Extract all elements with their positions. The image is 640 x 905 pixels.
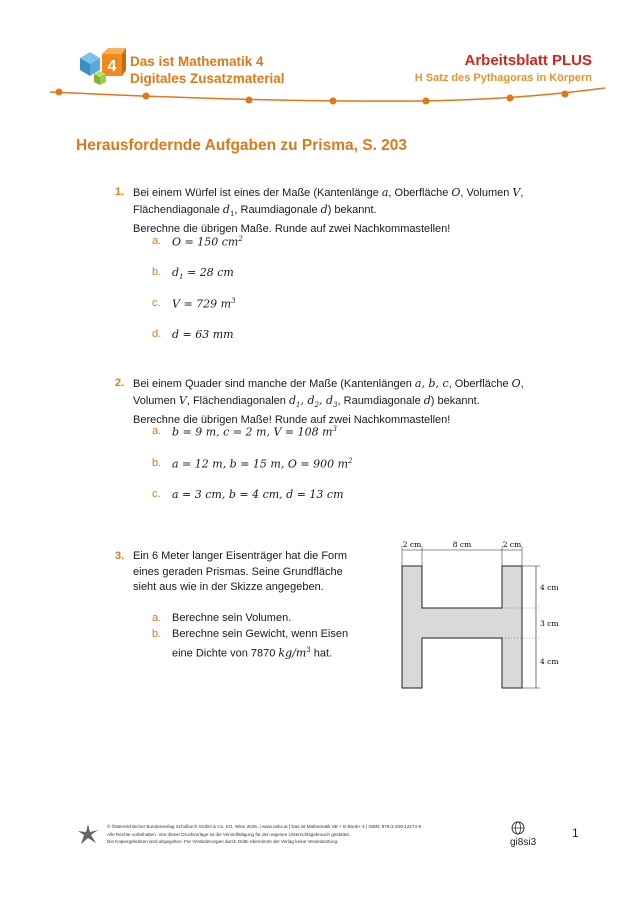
h-beam-shape	[402, 566, 522, 688]
publisher-logo-icon	[76, 822, 100, 846]
online-code[interactable]: gi8si3	[510, 837, 537, 848]
page-title: Herausfordernde Aufgaben zu Prisma, S. 203	[76, 137, 408, 154]
task3-item-b-letter: b.	[152, 628, 162, 640]
task1-item-d: d = 63 mm	[172, 328, 234, 341]
task3-item-a: Berechne sein Volumen.	[172, 612, 292, 624]
dim-top-right: 2 cm	[502, 540, 522, 549]
task3-item-b: Berechne sein Gewicht, wenn Eisen eine Dichte von 7870 $kg/m^3$ hat.	[172, 628, 349, 660]
sheet-title: Arbeitsblatt PLUS	[464, 52, 592, 69]
task3-text: Ein 6 Meter langer Eisenträger hat die Form eines geraden Prismas. Seine Grundfläche sieht aus wie in der Skizze angegeben.	[133, 550, 347, 593]
task2-text: Bei einem Quader sind manche der Maße (Kantenlängen a, b, c, Oberfläche O, Volumen V, Flächendiagonalen $d_1$, $d_2$, $d_3$, Raumdiagonale d) bekannt. Berechne die übrigen Maße! Runde auf zwei Nachkommastellen!	[133, 377, 524, 427]
task1-item-a: O = 150 $cm^2$	[172, 235, 243, 249]
task2-item-a-letter: a.	[152, 425, 162, 437]
logo-number: 4	[107, 58, 117, 75]
header-divider	[0, 80, 640, 110]
h-beam-sketch	[390, 538, 570, 690]
dim-right-bot: 4 cm	[540, 657, 559, 666]
footer-copyright: © Österreichischer Bundesverlag Schulbuch GmbH & Co. KG, Wien 2025. | www.oebv.at | Das ist Mathematik SB + E-Book+ 4 | ISBN: 978-3-209-12274-9 Alle Rechte vorbehalten. Von dieser Druckvorlage ist die Vervielfältigung für den eigenen Unterrichtsgebrauch gestattet. Die Kopiergebühren sind abgegolten. Für Veränderungen durch Dritte übernimmt der Verlag keine Verantwortung.	[107, 824, 422, 844]
book-title-line1: Das ist Mathematik 4	[130, 54, 264, 69]
book-title-line2: Digitales Zusatzmaterial	[130, 71, 285, 86]
task1-item-c: V = 729 $m^3$	[172, 297, 236, 311]
task2-item-c-letter: c.	[152, 488, 161, 500]
dim-right-top: 4 cm	[540, 583, 559, 592]
dim-top-left: 2 cm	[402, 540, 422, 549]
page-number: 1	[572, 826, 579, 840]
task1-text: Bei einem Würfel ist eines der Maße (Kantenlänge a, Oberfläche O, Volumen V, Flächendiagonale $d_1$, Raumdiagonale d) bekannt. Berechne die übrigen Maße. Runde auf zwei Nachkommastellen!	[133, 186, 524, 236]
sheet-subtitle: H Satz des Pythagoras in Körpern	[414, 72, 592, 84]
task1-item-d-letter: d.	[152, 328, 162, 340]
task2-number: 2.	[115, 377, 125, 389]
task1-item-c-letter: c.	[152, 297, 161, 309]
task1-number: 1.	[115, 186, 125, 198]
task3-item-a-letter: a.	[152, 612, 162, 624]
task2-item-c: a = 3 cm, b = 4 cm, d = 13 cm	[172, 488, 344, 501]
dim-top-mid: 8 cm	[452, 540, 472, 549]
globe-icon	[511, 821, 525, 835]
task1-item-b-letter: b.	[152, 266, 162, 278]
dim-right-mid: 3 cm	[540, 619, 559, 628]
task1-item-b: $d_1 = 28$ cm	[172, 266, 234, 282]
task3-number: 3.	[115, 550, 125, 562]
task2-item-b: a = 12 m, b = 15 m, O = 900 $m^2$	[172, 457, 353, 471]
task2-item-b-letter: b.	[152, 457, 162, 469]
task1-item-a-letter: a.	[152, 235, 162, 247]
task2-item-a: b = 9 m, c = 2 m, V = 108 $m^3$	[172, 425, 338, 439]
